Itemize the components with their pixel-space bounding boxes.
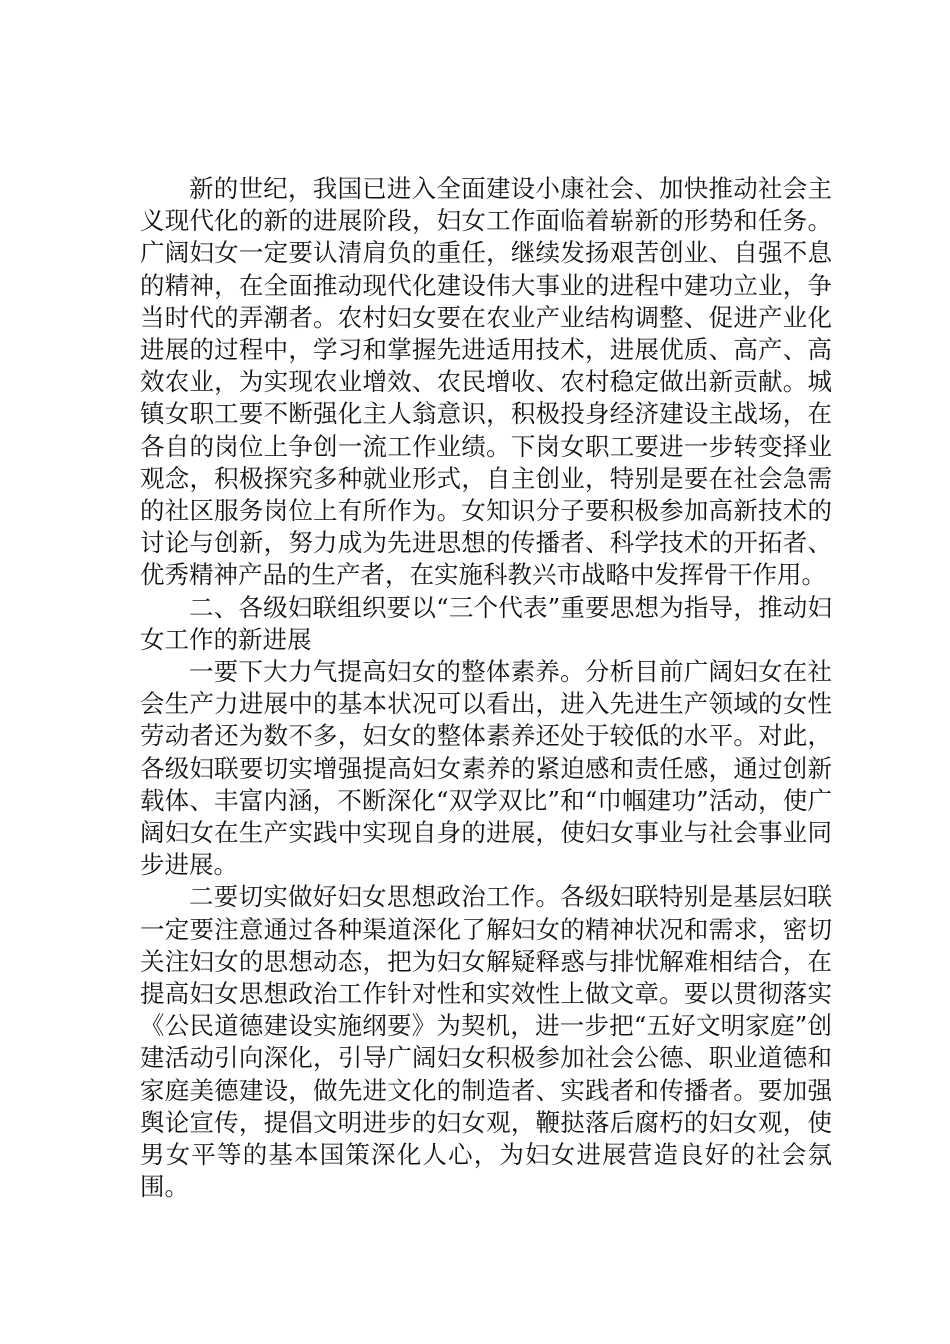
document-body bbox=[140, 173, 832, 1204]
section-heading-two: 二、各级妇联组织要以“三个代表”重要思想为指导，推动妇女工作的新进展 bbox=[140, 592, 832, 654]
paragraph-women-tasks: 新的世纪，我国已进入全面建设小康社会、加快推动社会主义现代化的新的进展阶段，妇女工作面临着崭新的形势和任务。广阔妇女一定要认清肩负的重任，继续发扬艰苦创业、自强不息的精神，在全面推动现代化建设伟大事业的进程中建功立业，争当时代的弄潮者。农村妇女要在农业产业结构调整、促进产业化进展的过程中，学习和掌握先进适用技术，进展优质、高产、高效农业，为实现农业增效、农民增收、农村稳定做出新贡献。城镇女职工要不断强化主人翁意识，积极投身经济建设主战场，在各自的岗位上争创一流工作业绩。下岗女职工要进一步转变择业观念，积极探究多种就业形式，自主创业，特别是要在社会急需的社区服务岗位上有所作为。女知识分子要积极参加高新技术的讨论与创新，努力成为先进思想的传播者、科学技术的开拓者、优秀精神产品的生产者，在实施科教兴市战略中发挥骨干作用。 bbox=[140, 174, 832, 590]
paragraph-improve-quality: 一要下大力气提高妇女的整体素养。分析目前广阔妇女在社会生产力进展中的基本状况可以看出，进入先进生产领域的女性劳动者还为数不多，妇女的整体素养还处于较低的水平。对此，各级妇联要切实增强提高妇女素养的紧迫感和责任感，通过创新载体、丰富内涵，不断深化“双学双比”和“巾帼建功”活动，使广阔妇女在生产实践中实现自身的进展，使妇女事业与社会事业同步进展。 bbox=[140, 657, 832, 880]
paragraph-ideological-work: 二要切实做好妇女思想政治工作。各级妇联特别是基层妇联一定要注意通过各种渠道深化了解妇女的精神状况和需求，密切关注妇女的思想动态，把为妇女解疑释惑与排忧解难相结合，在提高妇女思想政治工作针对性和实效性上做文章。要以贯彻落实《公民道德建设实施纲要》为契机，进一步把“五好文明家庭”创建活动引向深化，引导广阔妇女积极参加社会公德、职业道德和家庭美德建设，做先进文化的制造者、实践者和传播者。要加强舆论宣传，提倡文明进步的妇女观，鞭挞落后腐朽的妇女观，使男女平等的基本国策深化人心，为妇女进展营造良好的社会氛围。 bbox=[140, 882, 832, 1202]
